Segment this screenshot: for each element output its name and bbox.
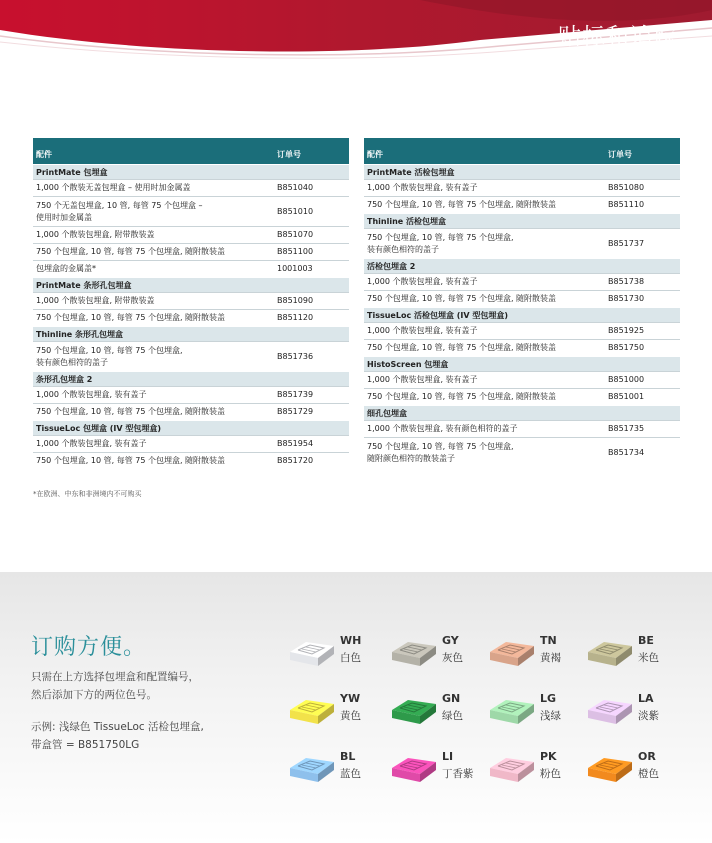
color-name: 浅绿 [540,710,561,722]
row-order-number: B851738 [608,277,645,286]
table-row [33,435,349,452]
row-description: 包埋盒的金属盖* [36,264,96,273]
color-code: LA [638,692,654,705]
section-header: 细孔包埋盒 [364,405,680,420]
row-order-number: B851120 [277,313,314,322]
color-name: 蓝色 [340,768,361,780]
row-order-number: B851720 [277,456,314,465]
row-order-number: B851735 [608,424,645,433]
col-item-header: 配件 [367,150,383,159]
cassette-icon [586,694,634,726]
color-code: BE [638,634,654,647]
table-row [33,309,349,326]
row-description: 750 个包埋盒, 10 管, 每管 75 个包埋盒, 随附散装盖 [36,247,226,256]
page-title: 贴标和追踪 [558,24,678,50]
ordering-instructions [31,668,199,704]
row-description: 750 个包埋盒, 10 管, 每管 75 个包埋盒, 随附散装盖 [36,456,226,465]
color-code: PK [540,750,557,763]
cassette-icon [288,694,336,726]
row-description: 750 个包埋盒, 10 管, 每管 75 个包埋盒, 随附散装盖 [367,343,557,352]
row-description: 1,000 个散装包埋盒, 装有盖子 [367,326,478,335]
row-order-number: B851000 [608,375,645,384]
ordering-text-line: 然后添加下方的两位色号。 [31,689,157,701]
footnote: *在欧洲、中东和非洲境内不可购买 [33,490,142,498]
color-code: GN [442,692,461,705]
row-description: 1,000 个散装包埋盒, 附带散装盖 [36,230,155,239]
cassette-icon [586,636,634,668]
color-swatch-lg [488,692,598,732]
section-header: TissueLoc 包埋盒 (IV 型包埋盒) [33,420,349,435]
row-order-number: B851736 [277,351,314,361]
table-row [364,437,680,467]
section-header: 条形孔包埋盒 2 [33,371,349,386]
row-description: 750 个包埋盒, 10 管, 每管 75 个包埋盒, 随附散装盖 [367,200,557,209]
row-description: 1,000 个散装包埋盒, 附带散装盖 [36,296,155,305]
col-order-header: 订单号 [608,150,632,159]
example-text-line: 带盒管 = B851750LG [31,739,140,751]
color-swatch-be [586,634,696,674]
cassette-icon [390,752,438,784]
color-code: YW [340,692,361,705]
color-code: TN [540,634,557,647]
color-swatch-la [586,692,696,732]
row-description: 750 个包埋盒, 10 管, 每管 75 个包埋盒, 装有颜色相符的盖子 [367,232,514,254]
cassette-icon [488,752,536,784]
example-text-line: 示例: 浅绿色 TissueLoc 活检包埋盒, [31,721,204,733]
table-row [364,388,680,405]
cassette-icon [488,694,536,726]
col-item-header: 配件 [36,150,52,159]
row-order-number: B851730 [608,294,645,303]
color-name: 灰色 [442,652,463,664]
section-header: PrintMate 条形孔包埋盒 [33,277,349,292]
section-header: HistoScreen 包埋盒 [364,356,680,371]
color-swatch-li [390,750,500,790]
table-row [364,371,680,388]
color-swatch-yw [288,692,398,732]
table-row [33,292,349,309]
table-row [33,341,349,371]
table-row [364,339,680,356]
row-description: 1,000 个散装无盖包埋盒 – 使用时加金属盖 [36,183,191,192]
cassette-icon [288,636,336,668]
color-swatch-gn [390,692,500,732]
row-order-number: B851100 [277,247,314,256]
row-description: 750 个包埋盒, 10 管, 每管 75 个包埋盒, 随附散装盖 [36,313,226,322]
row-order-number: B851040 [277,183,314,192]
color-name: 米色 [638,652,659,664]
color-code: LI [442,750,454,763]
table-row [364,179,680,196]
table-row [364,322,680,339]
cassette-icon [288,752,336,784]
row-description: 1,000 个散装包埋盒, 装有盖子 [367,375,478,384]
row-order-number: B851090 [277,296,314,305]
row-description: 1,000 个散装包埋盒, 装有颜色相符的盖子 [367,424,518,433]
table-row [33,243,349,260]
table-row [33,260,349,277]
row-order-number: B851001 [608,392,645,401]
section-header: Thinline 条形孔包埋盒 [33,326,349,341]
ordering-text-line: 只需在上方选择包埋盒和配置编号， [31,671,199,683]
cassette-icon [390,694,438,726]
color-swatch-pk [488,750,598,790]
table-row [33,196,349,226]
table-row [33,452,349,469]
section-header: TissueLoc 活检包埋盒 (IV 型包埋盒) [364,307,680,322]
row-order-number: 1001003 [277,264,313,273]
section-header: PrintMate 包埋盒 [33,164,349,179]
color-code: WH [340,634,362,647]
row-order-number: B851010 [277,206,314,216]
row-order-number: B851737 [608,238,645,248]
table-row [33,226,349,243]
section-header: 活检包埋盒 2 [364,258,680,273]
table-row [33,386,349,403]
color-swatch-tn [488,634,598,674]
row-order-number: B851925 [608,326,645,335]
table-row [33,403,349,420]
color-swatch-gy [390,634,500,674]
color-code: LG [540,692,557,705]
color-code: GY [442,634,459,647]
row-description: 1,000 个散装包埋盒, 装有盖子 [367,183,478,192]
color-swatch-bl [288,750,398,790]
color-name: 黄色 [340,710,361,722]
row-order-number: B851080 [608,183,645,192]
color-name: 粉色 [540,768,561,780]
table-header [364,138,680,164]
table-row [364,228,680,258]
color-swatch-or [586,750,696,790]
ordering-example [31,718,204,754]
color-name: 黄褐 [540,652,561,664]
row-description: 1,000 个散装包埋盒, 装有盖子 [367,277,478,286]
row-description: 750 个包埋盒, 10 管, 每管 75 个包埋盒, 随附散装盖 [367,392,557,401]
row-description: 750 个包埋盒, 10 管, 每管 75 个包埋盒, 装有颜色相符的盖子 [36,345,183,367]
row-order-number: B851110 [608,200,645,209]
cassette-icon [488,636,536,668]
section-header: PrintMate 活检包埋盒 [364,164,680,179]
color-name: 绿色 [442,710,463,722]
row-order-number: B851070 [277,230,314,239]
color-swatch-wh [288,634,398,674]
row-description: 750 个包埋盒, 10 管, 每管 75 个包埋盒, 随附散装盖 [367,294,557,303]
color-code: BL [340,750,356,763]
row-order-number: B851954 [277,439,314,448]
row-order-number: B851739 [277,390,314,399]
cassette-icon [390,636,438,668]
row-description: 1,000 个散装包埋盒, 装有盖子 [36,439,147,448]
row-description: 750 个无盖包埋盒, 10 管, 每管 75 个包埋盒 – 使用时加金属盖 [36,200,203,222]
color-name: 淡紫 [638,710,659,722]
table-header [33,138,349,164]
col-order-header: 订单号 [277,150,301,159]
color-name: 橙色 [638,768,659,780]
ordering-title: 订购方便。 [31,635,147,660]
cassette-icon [586,752,634,784]
table-row [364,196,680,213]
row-order-number: B851750 [608,343,645,352]
section-header: Thinline 活检包埋盒 [364,213,680,228]
color-name: 白色 [340,652,361,664]
row-order-number: B851729 [277,407,314,416]
row-description: 750 个包埋盒, 10 管, 每管 75 个包埋盒, 随附散装盖 [36,407,226,416]
color-code: OR [638,750,656,763]
left-accessory-table [33,138,349,469]
row-description: 1,000 个散装包埋盒, 装有盖子 [36,390,147,399]
color-name: 丁香紫 [442,768,474,780]
table-row [364,290,680,307]
table-row [33,179,349,196]
row-order-number: B851734 [608,447,645,457]
header-banner [0,0,712,62]
table-row [364,420,680,437]
table-row [364,273,680,290]
row-description: 750 个包埋盒, 10 管, 每管 75 个包埋盒, 随附颜色相符的散装盖子 [367,441,514,463]
right-accessory-table [364,138,680,467]
